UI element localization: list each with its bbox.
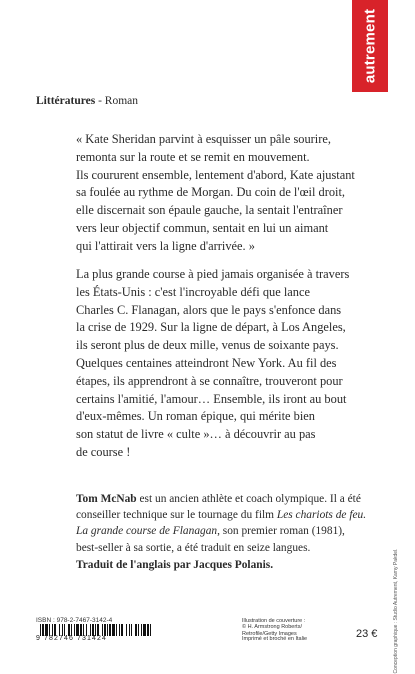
- publisher-logo-text: autrement: [361, 8, 379, 84]
- bio-text: best-seller à sa sortie, a été traduit en seize langues.: [76, 541, 311, 554]
- summary-line: les États-Unis : c'est l'incroyable défi que lance: [76, 284, 310, 299]
- author-name: Tom McNab: [76, 493, 137, 505]
- design-credit-text: Conception graphique : Studio Autrement, Kamy Pakdel.: [393, 548, 399, 674]
- translator-credit: Traduit de l'anglais par Jacques Polanis.: [76, 559, 274, 571]
- bio-line: [76, 491, 376, 507]
- summary-line: certains l'amitié, l'amour… Ensemble, ils iront au bout: [76, 391, 347, 406]
- book-title: La grande course de Flanagan: [76, 525, 218, 538]
- barcode-digits: 9 782746 731424: [36, 635, 107, 642]
- summary-line: de course !: [76, 444, 131, 459]
- bio-text: , son premier roman (1981),: [217, 525, 345, 538]
- quote-line: elle discernait son épaule gauche, la sentait l'entraîner: [76, 203, 343, 218]
- summary-line: La plus grande course à pied jamais organisée à travers: [76, 267, 350, 281]
- design-credit: [389, 548, 403, 674]
- film-title: Les chariots de feu.: [276, 509, 367, 522]
- summary-line: Charles C. Flanagan, alors que le pays s'enfonce dans: [76, 302, 342, 317]
- cover-credit-line: Retrofile/Getty Images: [242, 630, 297, 637]
- quote-line: « Kate Sheridan parvint à esquisser un pâle sourire,: [76, 132, 331, 146]
- bio-line: [76, 540, 376, 556]
- cover-illustration-credit: [242, 618, 352, 637]
- bio-text: est un ancien athlète et coach olympique. Il a été: [136, 493, 361, 505]
- quote-line: vers leur objectif commun, sentait en lui un aimant: [76, 220, 329, 235]
- bio-line: [76, 523, 376, 539]
- summary-line: ils seront plus de deux mille, venus de soixante pays.: [76, 338, 339, 353]
- price: 23 €: [356, 628, 378, 640]
- author-bio: [76, 491, 376, 556]
- quote-line: qui l'attirait vers la ligne d'arrivée. »: [76, 238, 255, 253]
- bio-text: conseiller technique sur le tournage du film: [76, 509, 277, 522]
- book-summary: [76, 266, 356, 462]
- collection-label: [36, 95, 138, 107]
- printed-in: Imprimé et broché en Italie: [242, 636, 308, 642]
- collection-genre: Roman: [104, 95, 139, 107]
- summary-line: Quelques centaines atteindront New York. Au fil des: [76, 355, 337, 370]
- publisher-logo: [352, 0, 388, 92]
- collection-series: Littératures: [36, 95, 96, 107]
- bio-line: [76, 507, 376, 523]
- quote-line: Ils coururent ensemble, lentement d'abord, Kate ajustant: [76, 167, 355, 182]
- cover-credit-line: Illustration de couverture :: [242, 618, 306, 624]
- summary-line: étapes, ils apprendront à se connaître, trouveront pour: [76, 373, 343, 388]
- summary-line: d'eux-mêmes. Un roman épique, qui mérite bien: [76, 409, 315, 424]
- excerpt-quote: [76, 131, 356, 256]
- quote-line: sa foulée au rythme de Morgan. Du coin de l'œil droit,: [76, 185, 346, 200]
- cover-credit-line: © H. Armstrong Roberts/: [242, 624, 302, 631]
- isbn: ISBN : 978-2-7467-3142-4: [36, 617, 113, 624]
- quote-line: remonta sur la route et se remit en mouvement.: [76, 149, 310, 164]
- summary-line: son statut de livre « culte »… à découvrir au pas: [76, 427, 316, 442]
- barcode: [36, 624, 156, 643]
- collection-separator: -: [95, 95, 105, 107]
- summary-line: la crise de 1929. Sur la ligne de départ, à Los Angeles,: [76, 320, 346, 335]
